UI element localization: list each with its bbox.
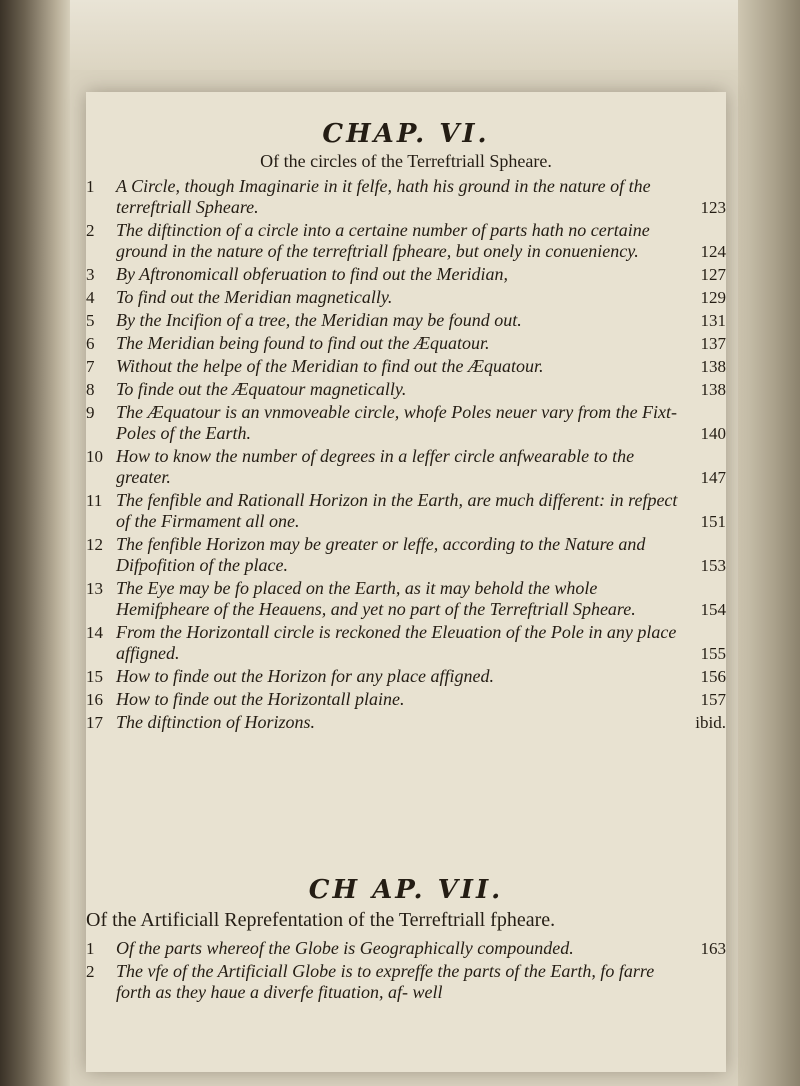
entry-number: 2 [86,962,95,981]
contents-entry [86,402,726,444]
contents-entry [86,689,726,710]
contents-entry [86,310,726,331]
entry-page-number: 163 [700,939,726,958]
chapter-six-title: CHAP. VI. [322,119,490,149]
chapter-six [86,118,726,735]
entry-number: 6 [86,334,95,353]
chapter-seven [86,874,726,1005]
entry-number: 7 [86,357,95,376]
contents-entry [86,666,726,687]
entry-text: By the Incifion of a tree, the Meridian may be found out. [116,310,522,330]
entry-number: 1 [86,177,95,196]
book-page [86,92,726,1072]
entry-page-number: 137 [700,334,726,353]
contents-entry [86,287,726,308]
entry-number: 15 [86,667,103,686]
entry-page-number: 127 [700,265,726,284]
entry-page-number: 140 [700,424,726,443]
contents-entry [86,176,726,218]
chapter-six-contents [86,176,726,733]
entry-text: Without the helpe of the Meridian to find out the Æquatour. [116,356,544,376]
entry-number: 9 [86,403,95,422]
contents-entry [86,712,726,733]
entry-text: The Æquatour is an vnmoveable circle, whofe Poles neuer vary from the Fixt-Poles of the Earth. [116,402,678,443]
entry-number: 10 [86,447,103,466]
contents-entry [86,379,726,400]
contents-entry [86,938,726,959]
entry-page-number: 138 [700,357,726,376]
entry-number: 3 [86,265,95,284]
contents-entry [86,356,726,377]
entry-number: 12 [86,535,103,554]
contents-entry [86,220,726,262]
book-gutter [0,0,70,1086]
entry-text: The diftinction of Horizons. [116,712,316,732]
contents-entry [86,333,726,354]
entry-text: The fenfible and Rationall Horizon in the Earth, are much different: in refpect of the Firmament all one. [116,490,678,531]
entry-text: The vfe of the Artificiall Globe is to expreffe the parts of the Earth, fo farre forth as they haue a diverfe fituation, af- well [116,961,655,1002]
entry-page-number: 147 [700,468,726,487]
entry-text: How to finde out the Horizon for any place affigned. [116,666,494,686]
contents-entry [86,490,726,532]
contents-entry [86,534,726,576]
entry-text: The Eye may be fo placed on the Earth, as it may behold the whole Hemifpheare of the Heauens, and yet no part of the Terreftriall Spheare. [116,578,636,619]
entry-text: To find out the Meridian magnetically. [116,287,393,307]
entry-number: 11 [86,491,103,510]
contents-entry [86,264,726,285]
entry-text: A Circle, though Imaginarie in it felfe, hath his ground in the nature of the terreftriall Spheare. [116,176,651,217]
entry-number: 4 [86,288,95,307]
scan-top-margin [0,0,800,70]
entry-page-number: 154 [700,600,726,619]
entry-page-number: ibid. [695,713,726,732]
chapter-seven-contents [86,938,726,1003]
contents-entry [86,961,726,1003]
entry-page-number: 123 [700,198,726,217]
facing-page-edge [738,0,800,1086]
entry-number: 13 [86,579,103,598]
entry-number: 16 [86,690,103,709]
chapter-seven-title: CH AP. VII. [308,875,504,905]
entry-number: 8 [86,380,95,399]
contents-entry [86,446,726,488]
contents-entry [86,578,726,620]
entry-text: To finde out the Æquatour magnetically. [116,379,407,399]
entry-page-number: 138 [700,380,726,399]
entry-number: 1 [86,939,95,958]
entry-text: From the Horizontall circle is reckoned the Eleuation of the Pole in any place affigned. [116,622,677,663]
contents-entry [86,622,726,664]
entry-text: How to finde out the Horizontall plaine. [116,689,405,709]
entry-page-number: 131 [700,311,726,330]
chapter-six-subtitle: Of the circles of the Terreftriall Spheare. [260,151,552,171]
entry-number: 5 [86,311,95,330]
entry-text: The Meridian being found to find out the Æquatour. [116,333,490,353]
entry-text: The diftinction of a circle into a certaine number of parts hath no certaine ground in the nature of the terreftriall fpheare, but onely in conueniency. [116,220,650,261]
entry-page-number: 124 [700,242,726,261]
entry-text: The fenfible Horizon may be greater or leffe, according to the Nature and Difpofition of the place. [116,534,646,575]
entry-number: 14 [86,623,103,642]
entry-page-number: 129 [700,288,726,307]
entry-number: 2 [86,221,95,240]
entry-number: 17 [86,713,103,732]
entry-text: How to know the number of degrees in a leffer circle anfwearable to the greater. [116,446,635,487]
entry-text: By Aftronomicall obferuation to find out the Meridian, [116,264,508,284]
entry-page-number: 156 [700,667,726,686]
chapter-seven-subtitle: Of the Artificiall Reprefentation of the Terreftriall fpheare. [86,909,556,931]
entry-page-number: 151 [700,512,726,531]
entry-text: Of the parts whereof the Globe is Geographically compounded. [116,938,574,958]
entry-page-number: 155 [700,644,726,663]
entry-page-number: 157 [700,690,726,709]
entry-page-number: 153 [700,556,726,575]
